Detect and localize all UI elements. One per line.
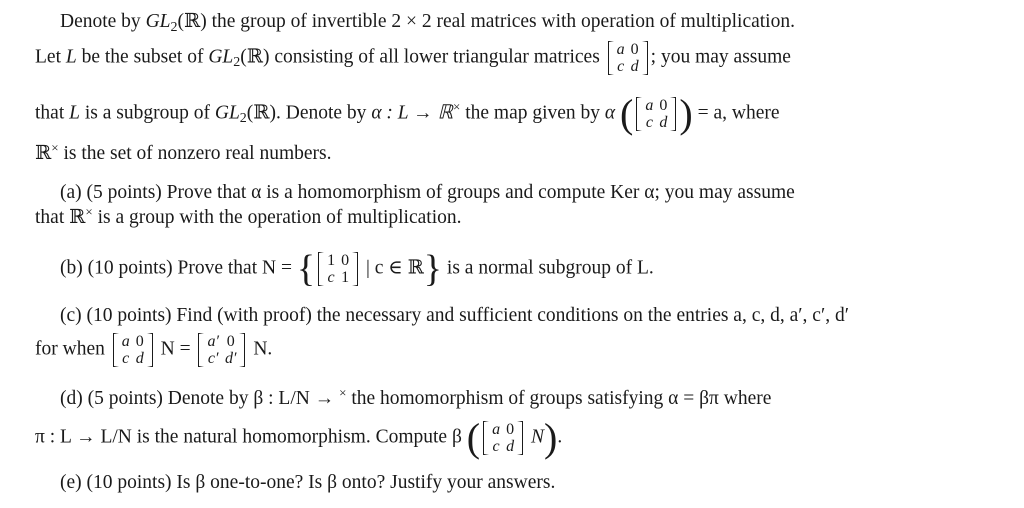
part-a-line-1: (a) (5 points) Prove that α is a homomorphism of groups and compute Ker α; you may assume: [60, 182, 795, 203]
part-a-line-2: that ℝ× is a group with the operation of multiplication.: [35, 204, 462, 228]
n-matrix: 1 0 c 1: [318, 252, 358, 286]
coset-matrix-1: a 0 c d: [113, 333, 153, 367]
intro-line-1: Denote by $GL_2(ℝ)$ the group of invertible 2 × 2 real matrices with operation of multiplication.: [60, 11, 795, 35]
coset-matrix-2: a′ 0 c′ d′: [198, 333, 245, 367]
intro-line-2: Let L be the subset of $GL_2(ℝ)$ consisting of all lower triangular matrices a 0 c d ; you may assume: [35, 41, 791, 75]
part-d-line-2: π : L → L/N is the natural homomorphism. Compute β ( a 0 c d N).: [35, 415, 563, 460]
lower-triangular-matrix: a 0 c d: [608, 41, 648, 75]
intro-line-3: that L is a subgroup of $GL_2(ℝ)$. Denote by α : L → ℝ× the map given by α ( a 0 c d ) = a, where: [35, 91, 780, 136]
part-c-line-1: (c) (10 points) Find (with proof) the necessary and sufficient conditions on the entries a, c, d, a′, c′, d′: [60, 305, 849, 326]
intro-line-4: ℝ× is the set of nonzero real numbers.: [35, 140, 332, 164]
part-e: (e) (10 points) Is β one-to-one? Is β onto? Justify your answers.: [60, 472, 556, 493]
part-d-line-1: (d) (5 points) Denote by β : L/N → × the homomorphism of groups satisfying α = βπ where: [60, 385, 772, 409]
part-b: (b) (10 points) Prove that N = { 1 0 c 1 | c ∈ ℝ} is a normal subgroup of L.: [60, 248, 654, 290]
alpha-argument-matrix: a 0 c d: [636, 97, 676, 131]
part-c-line-2: for when a 0 c d N = a′ 0 c′ d′ N.: [35, 333, 273, 367]
beta-argument-matrix: a 0 c d: [483, 421, 523, 455]
